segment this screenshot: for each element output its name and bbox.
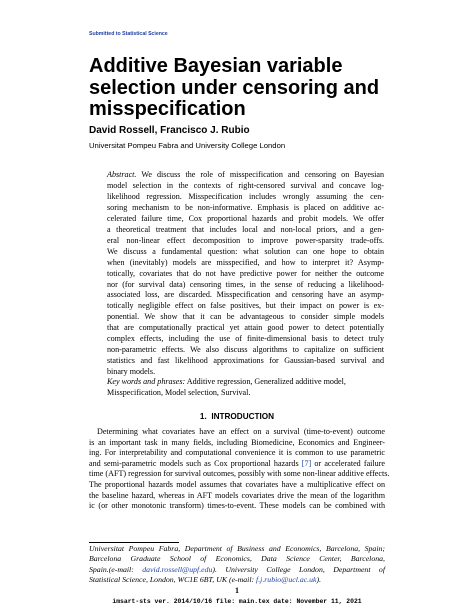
abstract-line: statistics and fast likelihood approximations for Gaussian-based survival and	[107, 356, 384, 366]
title-line: misspecification	[89, 98, 246, 120]
abstract-line: We discuss a fundamental question: what solution can one hope to obtain	[107, 246, 384, 256]
email-link[interactable]: david.rossell@upf.edu	[142, 564, 213, 574]
intro-line: Determining what covariates have an effect on a survival (time-to-event) outcome	[97, 427, 385, 436]
section-heading	[89, 412, 385, 421]
abstract-line: that are computationally practical yet attain good power to detect potentially	[107, 323, 384, 333]
keywords-line: Misspecification, Model selection, Survival.	[107, 387, 251, 397]
abstract-line: nor (for survival data) censoring times, in the sense of reducing a likelihood-	[107, 279, 384, 289]
abstract-line: binary models.	[107, 367, 156, 377]
intro-line: is an important task in many fields, including Biomedicine, Economics and Engineer-	[89, 437, 385, 447]
abstract-line: totically, covariates that do not have predictive power for neither the outcome	[107, 268, 384, 278]
keywords-label: Key words and phrases:	[107, 377, 186, 386]
journal-tag: Submitted to Statistical Science	[89, 31, 168, 37]
abstract-line: celerated failure time, Cox proportional hazards and probit models. We offer	[107, 213, 384, 223]
abstract-line: model selection in the contexts of right-censored survival and concave log-	[107, 180, 384, 190]
footnote	[89, 544, 385, 586]
intro-line: and semi-parametric models such as Cox proportional hazards [7] or accelerated failure	[89, 458, 385, 468]
abstract	[107, 170, 384, 378]
email-link[interactable]: f.j.rubio@ucl.ac.uk	[256, 575, 317, 585]
page-number: 1	[235, 586, 239, 595]
affiliation: Universitat Pompeu Fabra and University College London	[89, 141, 286, 150]
footnote-rule	[89, 542, 179, 543]
section-number: 1.	[199, 412, 207, 421]
footnote-line: Statistical Science, London, WC1E 6BT, UK (e-mail: f.j.rubio@ucl.ac.uk).	[89, 575, 322, 585]
title-line: selection under censoring and	[89, 76, 380, 99]
footnote-line: Barcelona Graduate School of Economics, Data Science Center, Barcelona,	[89, 554, 385, 564]
abstract-line: eral non-linear effect decomposition to improve power-sparsity trade-offs.	[107, 235, 384, 245]
abstract-line: ponential. We show that it can be advantageous to consider simple models	[107, 312, 384, 322]
abstract-label: Abstract.	[107, 170, 137, 179]
intro-text	[89, 427, 390, 512]
abstract-line: when (inevitably) models are misspecified, and how to interpret it? Asymp-	[107, 257, 384, 267]
intro-line: ic (or other monotonic transform) times-to-event. These models can be combined with	[89, 501, 385, 511]
authors: David Rossell, Francisco J. Rubio	[89, 125, 250, 136]
title-line: Additive Bayesian variable	[89, 55, 343, 77]
abstract-line: likelihood regression. Misspecification includes wrongly assuming the cen-	[107, 191, 384, 201]
section-title: INTRODUCTION	[211, 412, 275, 421]
intro-line: The proportional hazards model assumes that covariates have a multiplicative effect on	[89, 479, 385, 489]
footnote-line: Universitat Pompeu Fabra, Department of Business and Economics, Barcelona, Spain;	[89, 544, 385, 553]
abstract-line: complex effects, including the use of finite-dimensional basis to detect truly	[107, 334, 384, 344]
intro-line: the baseline hazard, whereas in AFT models covariates drive the mean of the logarithm	[89, 490, 385, 500]
abstract-line: non-parametric effects. We also discuss algorithms to capitalize on sufficient	[107, 345, 384, 355]
keywords-line: Key words and phrases: Additive regression, Generalized additive model,	[107, 377, 346, 386]
keywords	[107, 377, 384, 399]
abstract-line: soring mechanism to be non-informative. Emphasis is placed on additive ac-	[107, 202, 384, 212]
intro-line: ing. For interpretability and computational convenience it is common to use parametric	[89, 448, 385, 458]
paper-title	[89, 56, 389, 121]
intro-line: time (AFT) regression for survival outcomes, possibly with some non-linear additive effects.	[89, 469, 390, 479]
abstract-line: Abstract. We discuss the role of misspecification and censoring on Bayesian	[107, 170, 384, 179]
citation-link[interactable]: [7]	[301, 458, 312, 468]
footnote-line: Spain.(e-mail: david.rossell@upf.edu). University College London, Department of	[89, 564, 386, 574]
abstract-line: associated loss, are discarded. Misspecification and censoring have an asymp-	[107, 290, 384, 300]
build-info: imsart-sts ver. 2014/10/16 file: main.tex date: November 11, 2021	[112, 598, 362, 605]
abstract-line: a theoretical treatment that includes local and non-local priors, and a gen-	[107, 224, 384, 234]
abstract-line: totically negligible effect on false positives, but their impact on power is ex-	[107, 301, 384, 311]
